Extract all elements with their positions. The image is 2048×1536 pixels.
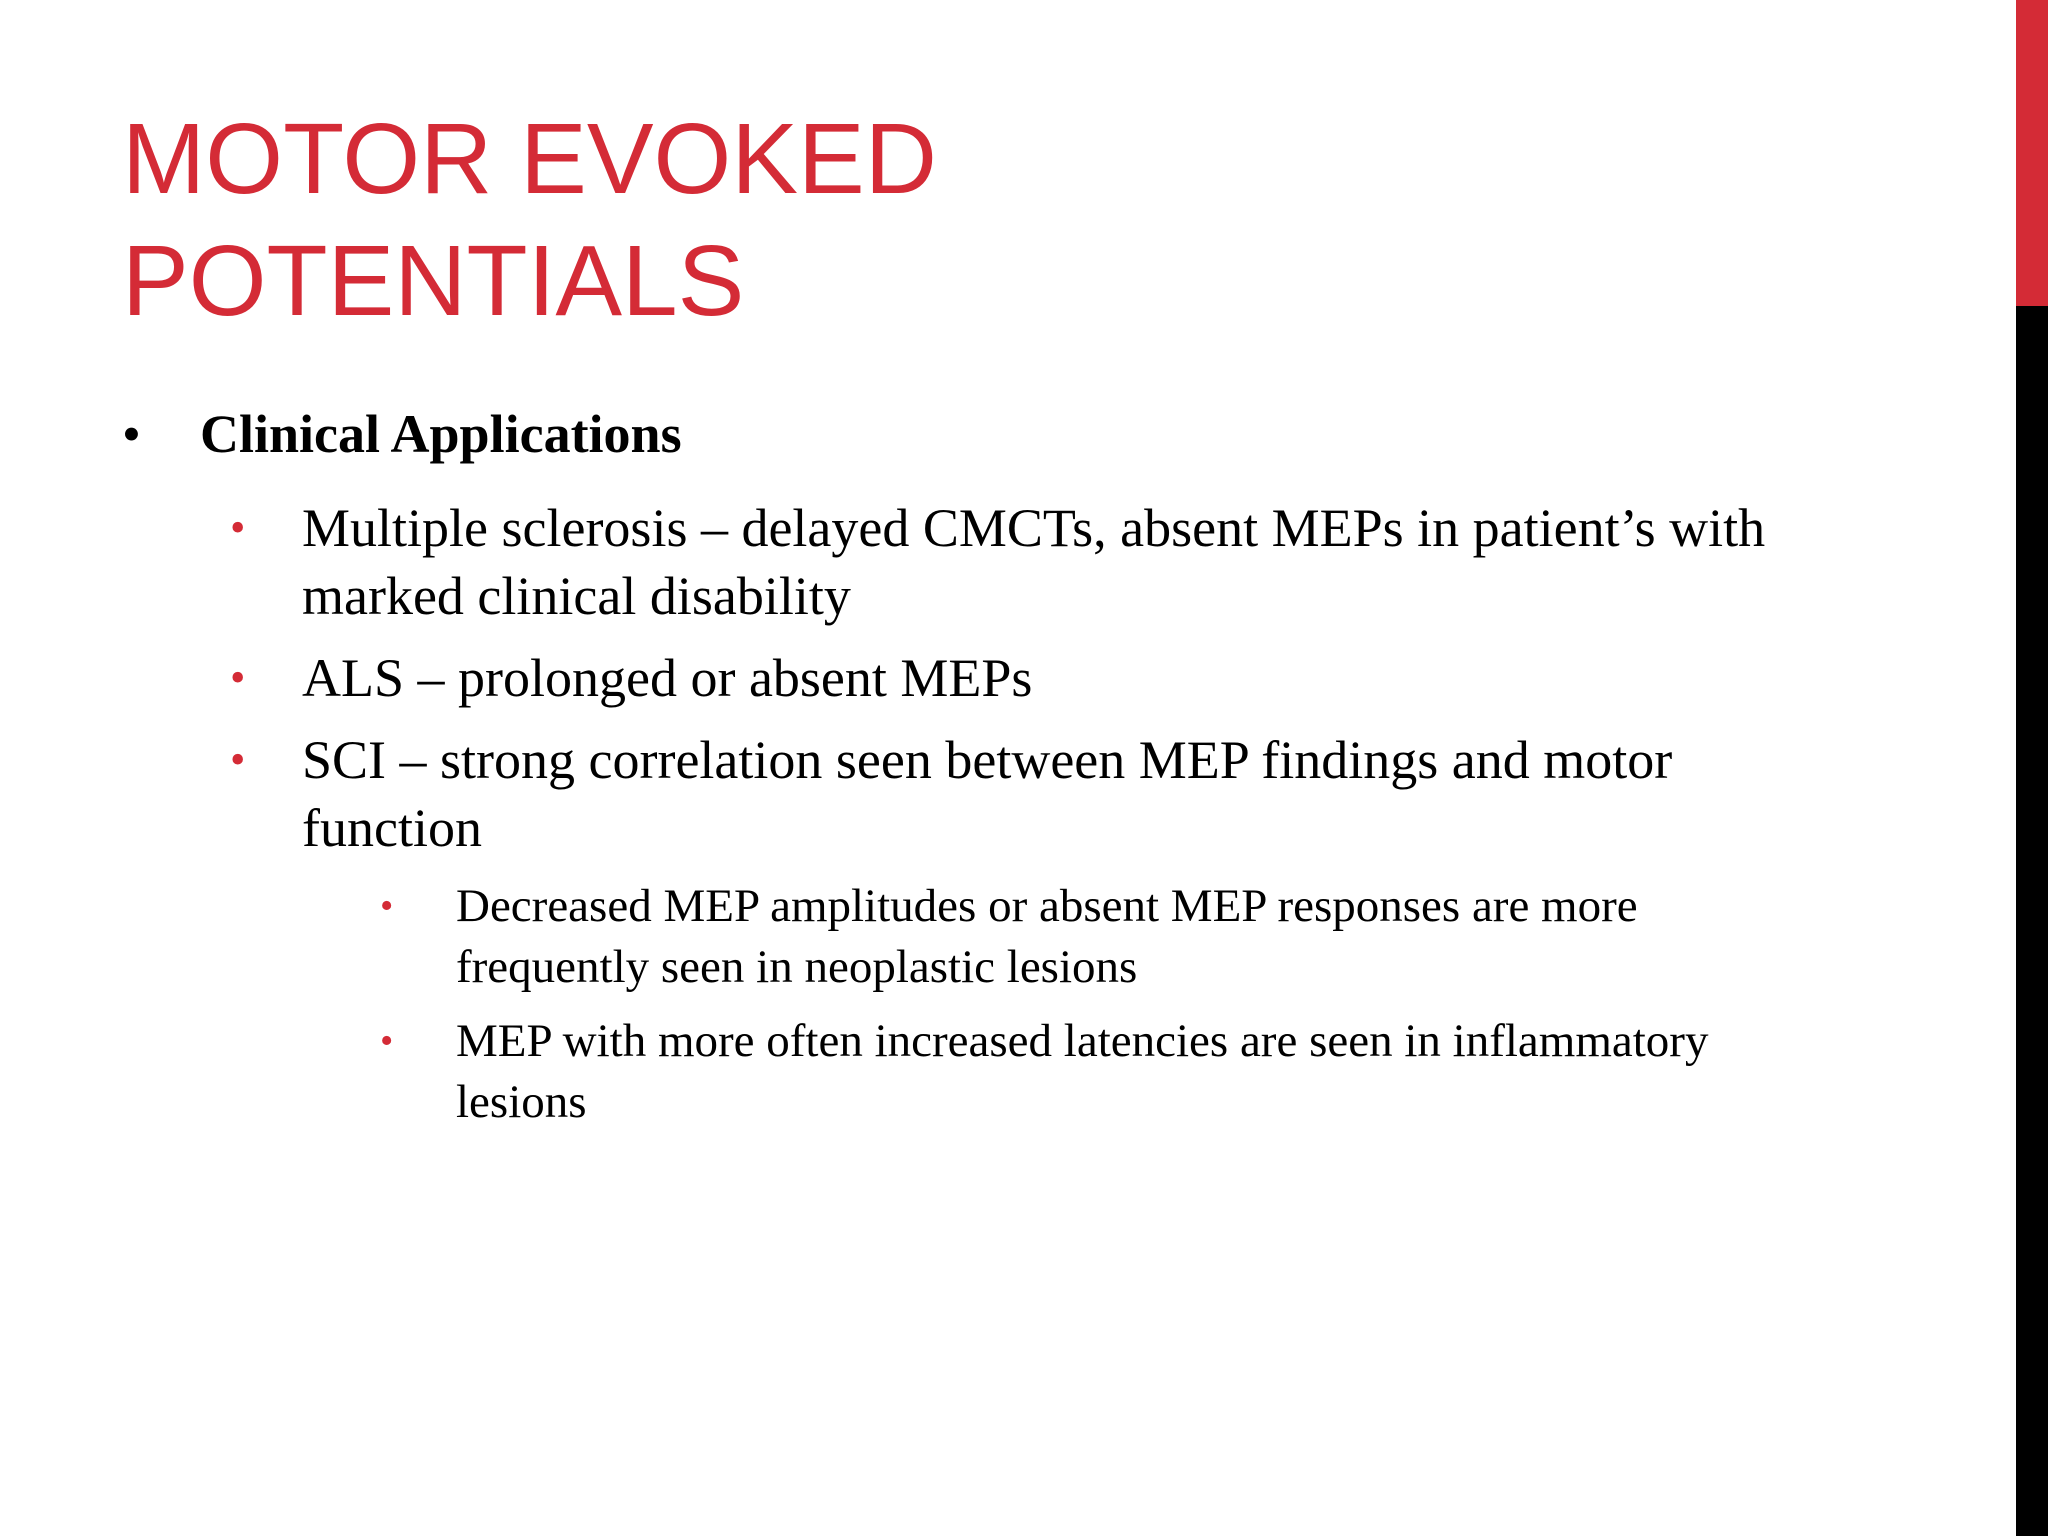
sub-bullet-text: MEP with more often increased latencies are seen in inflammatory lesions bbox=[456, 1015, 1709, 1128]
bullet-item-als bbox=[230, 644, 1772, 712]
sub-bullet-text: Decreased MEP amplitudes or absent MEP responses are more frequently seen in neoplastic lesions bbox=[456, 880, 1638, 993]
bullet-heading-text: Clinical Applications bbox=[200, 404, 682, 464]
slide-title-line-1: MOTOR EVOKED bbox=[122, 103, 937, 215]
side-accent-bar-red bbox=[2016, 0, 2048, 306]
slide-title-line-2: POTENTIALS bbox=[122, 225, 745, 337]
sub-bullet-neoplastic-lesions bbox=[380, 876, 1786, 998]
bullet-dot: • bbox=[380, 1020, 394, 1062]
bullet-dot: • bbox=[230, 653, 246, 702]
slide-title bbox=[122, 98, 1522, 342]
bullet-item-multiple-sclerosis bbox=[230, 494, 1772, 630]
bullet-item-text: ALS – prolonged or absent MEPs bbox=[302, 648, 1033, 708]
bullet-dot: • bbox=[122, 404, 141, 464]
bullet-dot: • bbox=[380, 885, 394, 927]
bullet-dot: • bbox=[230, 735, 246, 784]
bullet-dot: • bbox=[230, 503, 246, 552]
side-accent-bar-black bbox=[2016, 306, 2048, 1536]
sub-bullet-inflammatory-lesions bbox=[380, 1011, 1786, 1133]
bullet-item-text: Multiple sclerosis – delayed CMCTs, absent MEPs in patient’s with marked clinical disability bbox=[302, 498, 1766, 626]
bullet-item-sci bbox=[230, 726, 1772, 862]
slide-body bbox=[0, 400, 1960, 1146]
bullet-item-text: SCI – strong correlation seen between MEP findings and motor function bbox=[302, 730, 1673, 858]
bullet-heading bbox=[122, 400, 1960, 468]
